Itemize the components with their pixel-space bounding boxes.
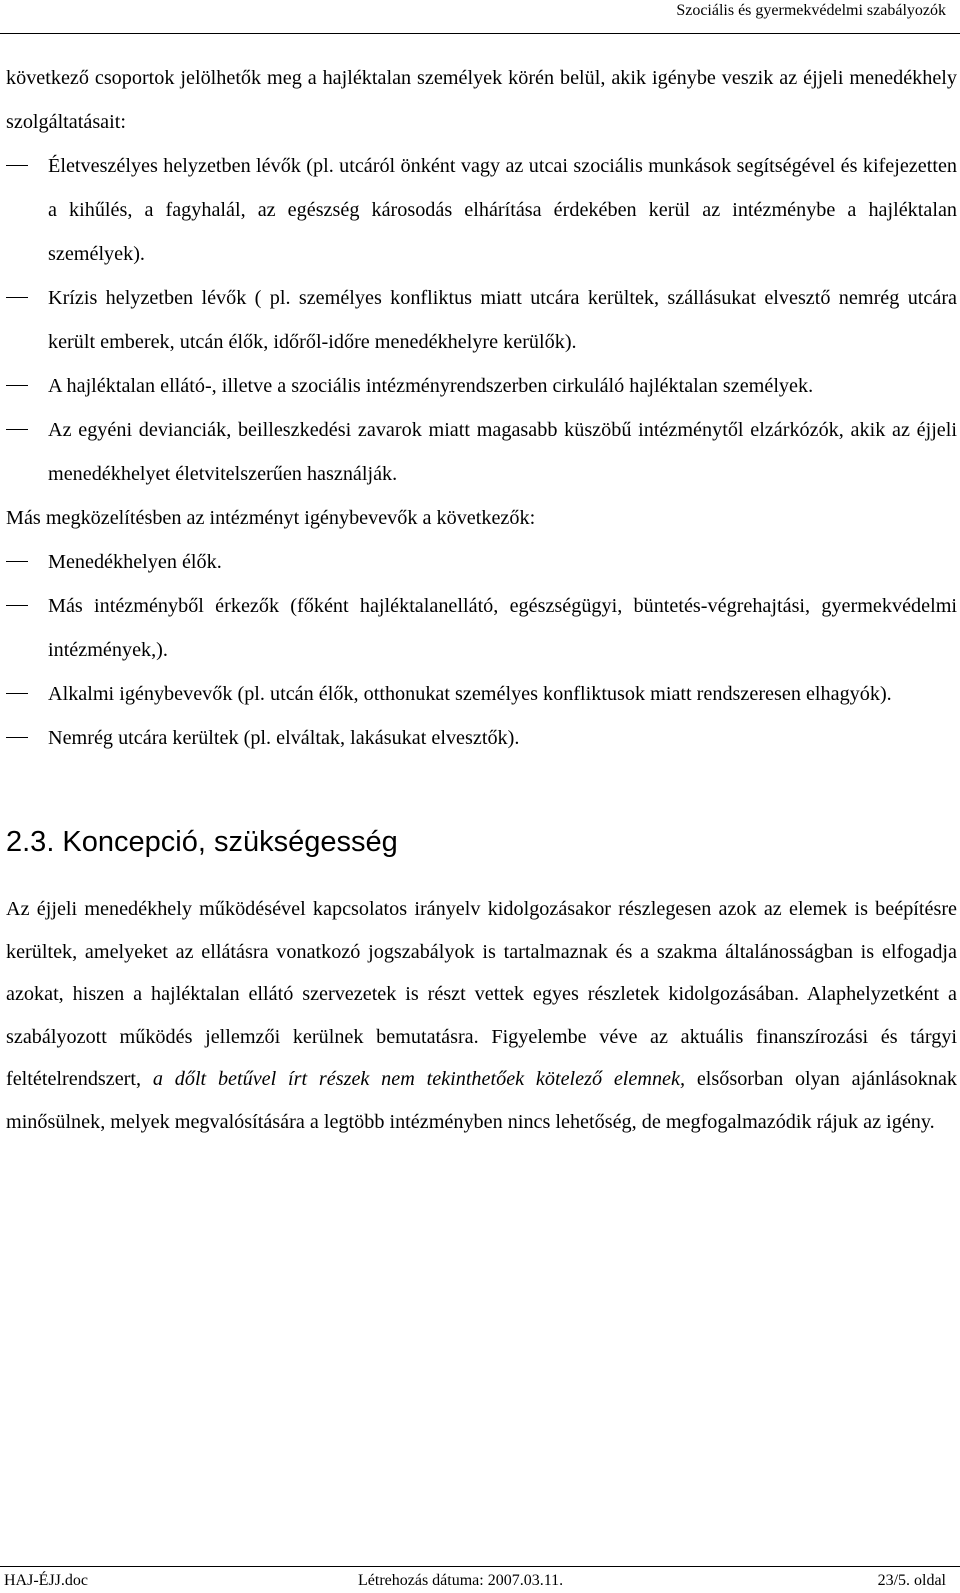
document-body [6, 56, 957, 1143]
list-item: Életveszélyes helyzetben lévők (pl. utcáról önként vagy az utcai szociális munkások segítségével és kifejezetten a kihűlés, a fagyhalál, az egészség károsodás elhárítása érdekében kerül az intézménybe a hajléktalan személyek). [6, 144, 957, 276]
italic-emphasis: a dőlt betűvel írt részek nem tekinthetőek kötelező elemnek, [152, 1068, 686, 1090]
intro-paragraph: következő csoportok jelölhetők meg a hajléktalan személyek körén belül, akik igénybe veszik az éjjeli menedékhely szolgáltatásait: [6, 67, 957, 133]
dash-bullet-icon [6, 561, 28, 562]
dash-bullet-icon [6, 429, 28, 430]
page-header: Szociális és gyermekvédelmi szabályozók [676, 2, 946, 19]
list-item: A hajléktalan ellátó-, illetve a szociális intézményrendszerben cirkuláló hajléktalan személyek. [6, 364, 957, 408]
list-item: Más intézményből érkezők (főként hajléktalanellátó, egészségügyi, büntetés-végrehajtási, gyermekvédelmi intézmények,). [6, 584, 957, 672]
footer-document-name: HAJ-ÉJJ.doc [4, 1572, 88, 1589]
dash-bullet-icon [6, 297, 28, 298]
dash-bullet-icon [6, 165, 28, 166]
section-paragraph [6, 888, 957, 1143]
footer-created-date: Létrehozás dátuma: 2007.03.11. [358, 1572, 564, 1589]
dash-bullet-icon [6, 385, 28, 386]
user-type-list [6, 540, 957, 760]
dash-bullet-icon [6, 737, 28, 738]
group-list [6, 144, 957, 496]
section-heading: 2.3. Koncepció, szükségesség [6, 826, 398, 858]
list-item: Menedékhelyen élők. [6, 540, 957, 584]
footer-page-number: 23/5. oldal [877, 1572, 946, 1589]
intro2-paragraph: Más megközelítésben az intézményt igénybevevők a következők: [6, 507, 536, 529]
paragraph-text-start: Az éjjeli menedékhely működésével kapcsolatos irányelv kidolgozásakor részlegesen azok az elemek is beépítésre kerültek, amelyeket az ellátásra vonatkozó jogszabályok is tartalmaznak és a szakma általánosságban is elfogadja azokat, hiszen a hajléktalan ellátó szervezetek is részt vettek egyes részletek kidolgozásában. Alaphelyzetként a szabályozott működés jellemzői kerülnek bemutatásra. Figyelembe véve az aktuális finanszírozási és tárgyi feltételrendszert, [6, 898, 957, 1090]
dash-bullet-icon [6, 693, 28, 694]
list-item: Az egyéni devianciák, beilleszkedési zavarok miatt magasabb küszöbű intézménytől elzárkózók, akik az éjjeli menedékhelyet életvitelszerűen használják. [6, 408, 957, 496]
dash-bullet-icon [6, 605, 28, 606]
paragraph-text-end: elsősorban olyan ajánlásoknak minősülnek, melyek megvalósítására a legtöbb intézményben nincs lehetőség, de megfogalmazódik rájuk az igény. [6, 1068, 957, 1133]
list-item: Krízis helyzetben lévők ( pl. személyes konfliktus miatt utcára kerültek, szállásukat elvesztő nemrég utcára került emberek, utcán élők, időről-időre menedékhelyre kerülők). [6, 276, 957, 364]
footer-divider [0, 1566, 960, 1567]
list-item: Nemrég utcára kerültek (pl. elváltak, lakásukat elvesztők). [6, 716, 957, 760]
header-divider [0, 33, 960, 34]
list-item: Alkalmi igénybevevők (pl. utcán élők, otthonukat személyes konfliktusok miatt rendszeresen elhagyók). [6, 672, 957, 716]
